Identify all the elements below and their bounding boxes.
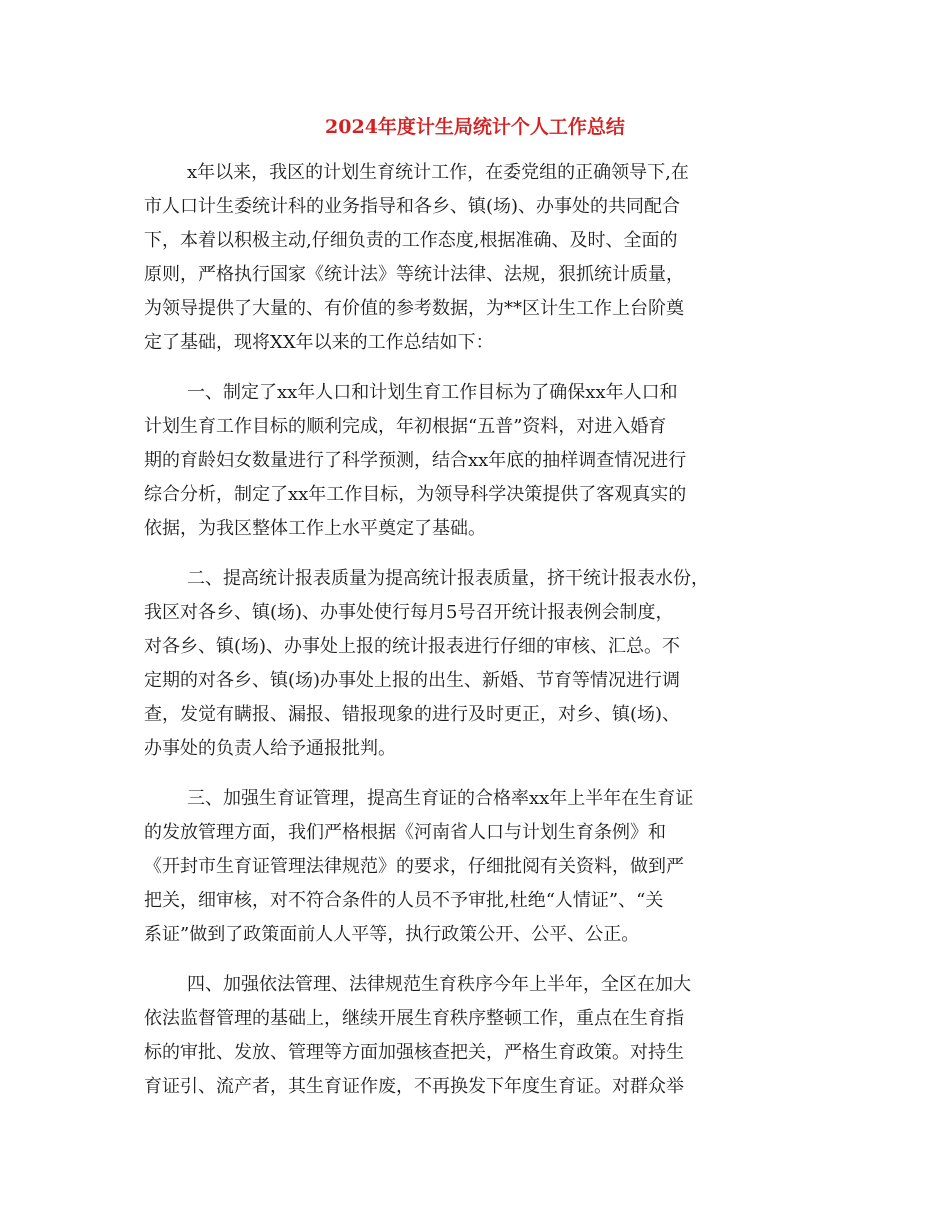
paragraph-line: 对各乡、镇(场)、办事处上报的统计报表进行仔细的审核、汇总。不 [144, 636, 681, 657]
paragraph-line: 计划生育工作目标的顺利完成，年初根据“五普”资料，对进入婚育 [144, 416, 667, 437]
paragraph-line: 为领导提供了大量的、有价值的参考数据，为**区计生工作上台阶奠 [144, 298, 684, 319]
paragraph-line: 四、加强依法管理、法律规范生育秩序今年上半年，全区在加大 [187, 974, 691, 995]
paragraph-line: 的发放管理方面，我们严格根据《河南省人口与计划生育条例》和 [144, 822, 666, 843]
paragraph-line: 下，本着以积极主动,仔细负责的工作态度,根据准确、及时、全面的 [144, 230, 678, 251]
paragraph-line: 依法监督管理的基础上，继续开展生育秩序整顿工作，重点在生育指 [144, 1008, 684, 1029]
paragraph-line: 系证”做到了政策面前人人平等，执行政策公开、公平、公正。 [144, 924, 640, 945]
paragraph-line: 我区对各乡、镇(场)、办事处使行每月5号召开统计报表例会制度， [144, 602, 674, 623]
paragraph-line: 育证引、流产者，其生育证作废，不再换发下年度生育证。对群众举 [144, 1076, 684, 1097]
paragraph-line: 把关，细审核，对不符合条件的人员不予审批,杜绝“人情证”、“关 [144, 890, 664, 911]
paragraph-line: 查，发觉有瞒报、漏报、错报现象的进行及时更正，对乡、镇(场)、 [144, 704, 681, 725]
paragraph-line: 三、加强生育证管理，提高生育证的合格率xx年上半年在生育证 [187, 788, 694, 809]
paragraph-line: 办事处的负责人给予通报批判。 [144, 738, 396, 759]
paragraph-line: 依据，为我区整体工作上水平奠定了基础。 [144, 518, 486, 539]
paragraph-line: 定期的对各乡、镇(场)办事处上报的出生、新婚、节育等情况进行调 [144, 670, 681, 691]
paragraph-line: 原则，严格执行国家《统计法》等统计法律、法规，狠抓统计质量， [144, 264, 684, 285]
paragraph-line: 市人口计生委统计科的业务指导和各乡、镇(场)、办事处的共同配合 [144, 196, 681, 217]
paragraph-line: 综合分析，制定了xx年工作目标，为领导科学决策提供了客观真实的 [144, 484, 687, 505]
paragraph-line: 标的审批、发放、管理等方面加强核查把关，严格生育政策。对持生 [144, 1042, 684, 1063]
paragraph-line: 定了基础，现将XX年以来的工作总结如下： [144, 332, 494, 353]
paragraph-line: 二、提高统计报表质量为提高统计报表质量，挤干统计报表水份， [187, 568, 709, 589]
document-title: 2024年度计生局统计个人工作总结 [325, 116, 625, 138]
paragraph-line: 期的育龄妇女数量进行了科学预测，结合xx年底的抽样调查情况进行 [144, 450, 687, 471]
paragraph-line: x年以来，我区的计划生育统计工作，在委党组的正确领导下,在 [187, 162, 689, 183]
paragraph-line: 《开封市生育证管理法律规范》的要求，仔细批阅有关资料，做到严 [144, 856, 684, 877]
paragraph-line: 一、制定了xx年人口和计划生育工作目标为了确保xx年人口和 [187, 382, 678, 403]
